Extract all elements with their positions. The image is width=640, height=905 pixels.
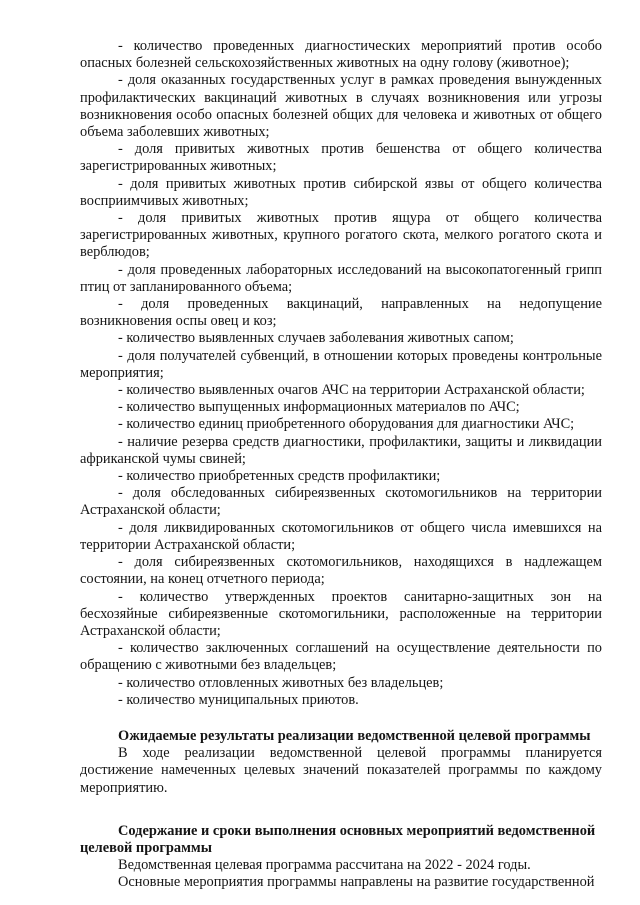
list-item: - количество выявленных случаев заболевания животных сапом;	[118, 330, 514, 347]
list-item: - доля сибиреязвенных скотомогильников, находящихся в надлежащем состоянии, на конец отчетного периода;	[80, 554, 602, 588]
indicator-list	[80, 38, 602, 709]
document-page	[80, 38, 602, 892]
section-paragraph: В ходе реализации ведомственной целевой программы планируется достижение намеченных целевых значений показателей программы по каждому мероприятию.	[80, 745, 602, 796]
list-item: - доля проведенных лабораторных исследований на высокопатогенный грипп птиц от запланированного объема;	[80, 261, 602, 295]
list-item: - доля обследованных сибиреязвенных скотомогильников на территории Астраханской области;	[80, 485, 602, 519]
list-item: - количество отловленных животных без владельцев;	[118, 674, 444, 691]
list-item: - доля привитых животных против ящура от общего количества зарегистрированных животных, крупного рогатого скота, мелкого рогатого скота и верблюдов;	[80, 210, 602, 261]
list-item: - доля ликвидированных скотомогильников от общего числа имевшихся на территории Астраханской области;	[80, 519, 602, 553]
list-item: - количество приобретенных средств профилактики;	[118, 468, 441, 485]
section-paragraph: Основные мероприятия программы направлены на развитие государственной	[118, 874, 595, 891]
list-item: - количество утвержденных проектов санитарно-защитных зон на бесхозяйные сибиреязвенные скотомогильники, расположенные на территории Астраханской области;	[80, 588, 602, 639]
list-item: - доля проведенных вакцинаций, направленных на недопущение возникновения оспы овец и коз;	[80, 296, 602, 330]
list-item: - доля получателей субвенций, в отношении которых проведены контрольные мероприятия;	[80, 347, 602, 381]
list-item: - количество заключенных соглашений на осуществление деятельности по обращению с животными без владельцев;	[80, 640, 602, 674]
list-item: - доля привитых животных против сибирской язвы от общего количества восприимчивых животных;	[80, 175, 602, 209]
list-item: - количество муниципальных приютов.	[118, 691, 359, 708]
list-item: - количество проведенных диагностических мероприятий против особо опасных болезней сельскохозяйственных животных на одну голову (животное);	[80, 38, 602, 72]
section-paragraph: Ведомственная целевая программа рассчитана на 2022 - 2024 годы.	[118, 857, 531, 874]
list-item: - количество единиц приобретенного оборудования для диагностики АЧС;	[118, 416, 575, 433]
list-item: - доля привитых животных против бешенства от общего количества зарегистрированных животных;	[80, 141, 602, 175]
section-heading: Содержание и сроки выполнения основных мероприятий ведомственной целевой программы	[80, 822, 596, 856]
expected-results-section	[80, 728, 602, 797]
section-heading: Ожидаемые результаты реализации ведомственной целевой программы	[118, 727, 591, 744]
list-item: - количество выпущенных информационных материалов по АЧС;	[118, 399, 520, 416]
list-item: - количество выявленных очагов АЧС на территории Астраханской области;	[118, 382, 585, 399]
list-item: - доля оказанных государственных услуг в рамках проведения вынужденных профилактических вакцинаций животных в случаях возникновения или угрозы возникновения особо опасных болезней общих для человека и животных от общего объема заболевших животных;	[80, 72, 602, 141]
content-and-terms-section	[80, 823, 602, 892]
list-item: - наличие резерва средств диагностики, профилактики, защиты и ликвидации африканской чумы свиней;	[80, 433, 602, 467]
